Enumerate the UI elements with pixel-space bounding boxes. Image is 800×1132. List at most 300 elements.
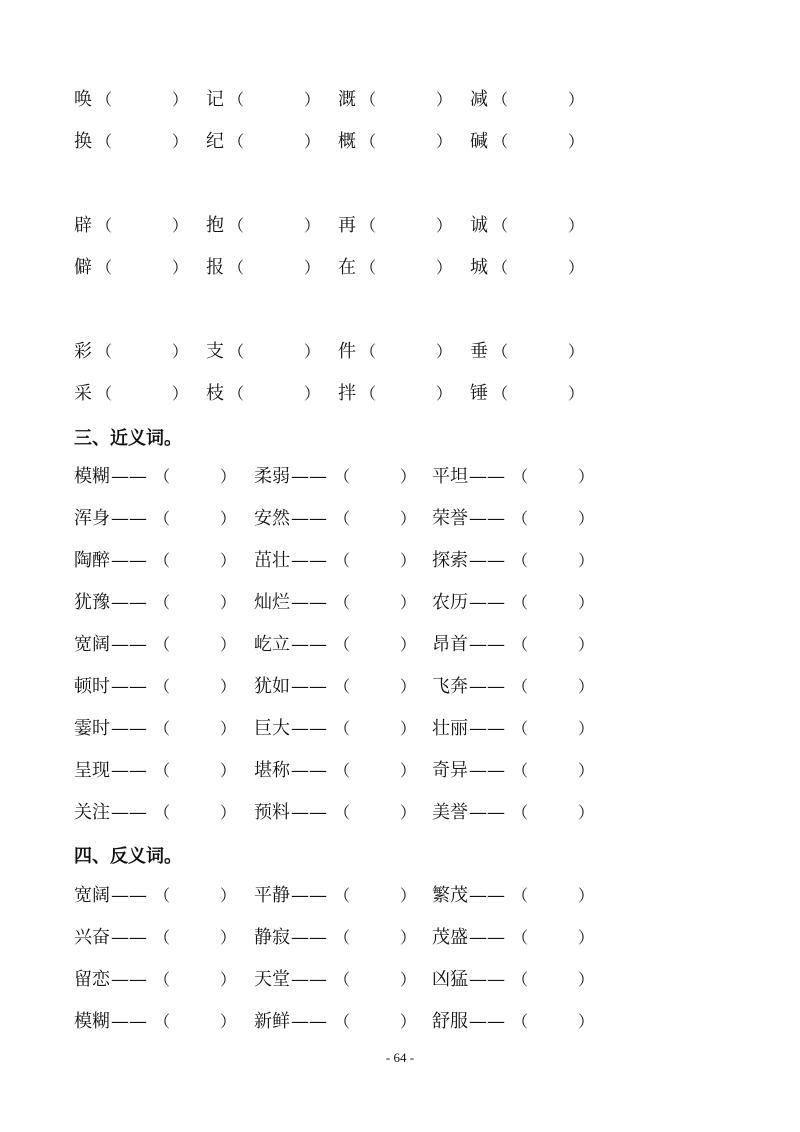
word-label: 巨大 — [254, 718, 290, 739]
word-label: 犹如 — [254, 676, 290, 697]
open-paren: （ — [334, 970, 351, 989]
close-paren: ） — [436, 384, 453, 403]
synonyms-row — [0, 463, 800, 491]
close-paren: ） — [220, 803, 237, 822]
char-label: 减 — [470, 89, 488, 110]
char-row — [0, 254, 800, 282]
dash: —— — [291, 634, 327, 655]
antonyms-item — [254, 924, 424, 952]
dash: —— — [469, 718, 505, 739]
dash: —— — [291, 466, 327, 487]
char-label: 辟 — [74, 215, 92, 236]
word-label: 模糊 — [74, 466, 110, 487]
synonyms-row — [0, 547, 800, 575]
close-paren: ） — [220, 593, 237, 612]
close-paren: ） — [304, 90, 321, 109]
open-paren: （ — [334, 803, 351, 822]
open-paren: （ — [512, 761, 529, 780]
open-paren: （ — [512, 928, 529, 947]
dash: —— — [111, 550, 147, 571]
word-label: 预料 — [254, 802, 290, 823]
word-label: 留恋 — [74, 969, 110, 990]
word-label: 壮丽 — [432, 718, 468, 739]
open-paren: （ — [154, 803, 171, 822]
synonyms-item — [74, 631, 244, 659]
close-paren: ） — [304, 132, 321, 151]
char-row — [0, 338, 800, 366]
close-paren: ） — [400, 593, 417, 612]
synonyms-item — [74, 463, 244, 491]
char-item — [338, 380, 458, 408]
dash: —— — [111, 592, 147, 613]
dash: —— — [469, 885, 505, 906]
close-paren: ） — [578, 551, 595, 570]
word-label: 奇异 — [432, 760, 468, 781]
char-row — [0, 380, 800, 408]
word-label: 灿烂 — [254, 592, 290, 613]
synonyms-row — [0, 799, 800, 827]
close-paren: ） — [568, 90, 585, 109]
word-label: 美誉 — [432, 802, 468, 823]
open-paren: （ — [154, 677, 171, 696]
char-item — [470, 86, 590, 114]
antonyms-item — [432, 924, 602, 952]
char-row — [0, 212, 800, 240]
synonyms-item — [254, 631, 424, 659]
synonyms-row — [0, 757, 800, 785]
char-label: 报 — [206, 257, 224, 278]
word-label: 屹立 — [254, 634, 290, 655]
char-item — [470, 254, 590, 282]
char-item — [338, 212, 458, 240]
word-label: 凶猛 — [432, 969, 468, 990]
synonyms-item — [254, 673, 424, 701]
close-paren: ） — [220, 719, 237, 738]
synonyms-item — [432, 715, 602, 743]
open-paren: （ — [96, 258, 113, 277]
dash: —— — [291, 676, 327, 697]
dash: —— — [469, 760, 505, 781]
close-paren: ） — [400, 635, 417, 654]
char-item — [206, 380, 326, 408]
antonyms-item — [254, 1008, 424, 1036]
close-paren: ） — [400, 886, 417, 905]
dash: —— — [291, 550, 327, 571]
char-label: 换 — [74, 131, 92, 152]
word-label: 飞奔 — [432, 676, 468, 697]
antonyms-item — [74, 966, 244, 994]
close-paren: ） — [578, 886, 595, 905]
open-paren: （ — [512, 551, 529, 570]
antonyms-item — [74, 882, 244, 910]
close-paren: ） — [436, 90, 453, 109]
char-label: 溉 — [338, 89, 356, 110]
close-paren: ） — [578, 1012, 595, 1031]
close-paren: ） — [304, 384, 321, 403]
close-paren: ） — [436, 258, 453, 277]
close-paren: ） — [304, 342, 321, 361]
dash: —— — [291, 927, 327, 948]
close-paren: ） — [568, 132, 585, 151]
close-paren: ） — [578, 593, 595, 612]
synonyms-row — [0, 673, 800, 701]
antonyms-row — [0, 882, 800, 910]
word-label: 茁壮 — [254, 550, 290, 571]
dash: —— — [469, 550, 505, 571]
word-label: 安然 — [254, 508, 290, 529]
open-paren: （ — [334, 928, 351, 947]
synonyms-item — [74, 547, 244, 575]
close-paren: ） — [578, 761, 595, 780]
dash: —— — [291, 508, 327, 529]
synonyms-item — [432, 463, 602, 491]
dash: —— — [469, 592, 505, 613]
char-item — [206, 212, 326, 240]
synonyms-item — [74, 715, 244, 743]
close-paren: ） — [578, 719, 595, 738]
char-item — [338, 338, 458, 366]
word-label: 堪称 — [254, 760, 290, 781]
open-paren: （ — [492, 384, 509, 403]
open-paren: （ — [334, 1012, 351, 1031]
open-paren: （ — [512, 677, 529, 696]
close-paren: ） — [172, 384, 189, 403]
dash: —— — [111, 1011, 147, 1032]
word-label: 犹豫 — [74, 592, 110, 613]
char-item — [74, 338, 194, 366]
open-paren: （ — [512, 509, 529, 528]
antonym-heading: 四、反义词。 — [74, 846, 182, 867]
open-paren: （ — [360, 384, 377, 403]
antonyms-item — [432, 1008, 602, 1036]
close-paren: ） — [220, 467, 237, 486]
dash: —— — [111, 802, 147, 823]
close-paren: ） — [220, 551, 237, 570]
open-paren: （ — [492, 90, 509, 109]
word-label: 探索 — [432, 550, 468, 571]
close-paren: ） — [172, 90, 189, 109]
dash: —— — [469, 634, 505, 655]
word-label: 昂首 — [432, 634, 468, 655]
synonyms-item — [74, 673, 244, 701]
antonyms-item — [254, 882, 424, 910]
char-item — [338, 254, 458, 282]
char-label: 记 — [206, 89, 224, 110]
char-label: 支 — [206, 341, 224, 362]
open-paren: （ — [154, 1012, 171, 1031]
open-paren: （ — [228, 384, 245, 403]
word-label: 柔弱 — [254, 466, 290, 487]
open-paren: （ — [512, 467, 529, 486]
open-paren: （ — [334, 677, 351, 696]
char-label: 概 — [338, 131, 356, 152]
word-label: 兴奋 — [74, 927, 110, 948]
dash: —— — [111, 466, 147, 487]
synonyms-item — [74, 799, 244, 827]
open-paren: （ — [512, 1012, 529, 1031]
dash: —— — [469, 969, 505, 990]
synonyms-item — [432, 505, 602, 533]
close-paren: ） — [578, 970, 595, 989]
synonyms-row — [0, 715, 800, 743]
char-item — [470, 380, 590, 408]
close-paren: ） — [220, 970, 237, 989]
close-paren: ） — [436, 216, 453, 235]
word-label: 繁茂 — [432, 885, 468, 906]
dash: —— — [291, 969, 327, 990]
open-paren: （ — [492, 132, 509, 151]
dash: —— — [111, 634, 147, 655]
synonyms-item — [254, 505, 424, 533]
open-paren: （ — [228, 342, 245, 361]
antonyms-item — [74, 1008, 244, 1036]
char-label: 垂 — [470, 341, 488, 362]
open-paren: （ — [154, 593, 171, 612]
char-label: 再 — [338, 215, 356, 236]
char-label: 僻 — [74, 257, 92, 278]
close-paren: ） — [568, 342, 585, 361]
synonyms-row — [0, 631, 800, 659]
open-paren: （ — [154, 467, 171, 486]
open-paren: （ — [334, 509, 351, 528]
char-item — [338, 86, 458, 114]
close-paren: ） — [220, 677, 237, 696]
char-label: 城 — [470, 257, 488, 278]
synonyms-item — [432, 673, 602, 701]
word-label: 宽阔 — [74, 885, 110, 906]
open-paren: （ — [512, 593, 529, 612]
open-paren: （ — [334, 761, 351, 780]
open-paren: （ — [154, 719, 171, 738]
char-item — [206, 128, 326, 156]
open-paren: （ — [360, 132, 377, 151]
antonyms-item — [432, 882, 602, 910]
dash: —— — [469, 508, 505, 529]
open-paren: （ — [154, 928, 171, 947]
open-paren: （ — [228, 258, 245, 277]
char-row — [0, 128, 800, 156]
close-paren: ） — [400, 970, 417, 989]
char-label: 采 — [74, 383, 92, 404]
dash: —— — [469, 676, 505, 697]
char-label: 唤 — [74, 89, 92, 110]
dash: —— — [291, 802, 327, 823]
dash: —— — [111, 927, 147, 948]
open-paren: （ — [96, 384, 113, 403]
close-paren: ） — [400, 803, 417, 822]
open-paren: （ — [96, 342, 113, 361]
dash: —— — [291, 718, 327, 739]
open-paren: （ — [512, 886, 529, 905]
word-label: 顿时 — [74, 676, 110, 697]
char-label: 枝 — [206, 383, 224, 404]
open-paren: （ — [512, 719, 529, 738]
open-paren: （ — [334, 635, 351, 654]
page-number: - 64 - — [385, 1050, 415, 1065]
synonyms-item — [432, 631, 602, 659]
close-paren: ） — [400, 928, 417, 947]
close-paren: ） — [578, 677, 595, 696]
char-item — [74, 212, 194, 240]
open-paren: （ — [492, 258, 509, 277]
close-paren: ） — [172, 216, 189, 235]
close-paren: ） — [568, 384, 585, 403]
word-label: 平坦 — [432, 466, 468, 487]
synonyms-row — [0, 589, 800, 617]
close-paren: ） — [400, 719, 417, 738]
open-paren: （ — [492, 342, 509, 361]
open-paren: （ — [228, 132, 245, 151]
dash: —— — [111, 969, 147, 990]
dash: —— — [291, 1011, 327, 1032]
close-paren: ） — [568, 216, 585, 235]
open-paren: （ — [360, 216, 377, 235]
close-paren: ） — [400, 1012, 417, 1031]
open-paren: （ — [228, 90, 245, 109]
char-item — [470, 338, 590, 366]
open-paren: （ — [334, 593, 351, 612]
open-paren: （ — [154, 635, 171, 654]
dash: —— — [111, 508, 147, 529]
close-paren: ） — [436, 132, 453, 151]
dash: —— — [111, 760, 147, 781]
word-label: 平静 — [254, 885, 290, 906]
synonyms-item — [254, 463, 424, 491]
char-item — [74, 128, 194, 156]
char-label: 碱 — [470, 131, 488, 152]
open-paren: （ — [96, 90, 113, 109]
close-paren: ） — [578, 803, 595, 822]
synonyms-item — [254, 547, 424, 575]
close-paren: ） — [220, 761, 237, 780]
open-paren: （ — [334, 467, 351, 486]
open-paren: （ — [360, 90, 377, 109]
synonyms-item — [254, 589, 424, 617]
open-paren: （ — [512, 803, 529, 822]
char-label: 拌 — [338, 383, 356, 404]
close-paren: ） — [400, 467, 417, 486]
open-paren: （ — [334, 551, 351, 570]
open-paren: （ — [96, 132, 113, 151]
dash: —— — [291, 760, 327, 781]
char-item — [470, 212, 590, 240]
open-paren: （ — [96, 216, 113, 235]
char-item — [206, 254, 326, 282]
close-paren: ） — [220, 509, 237, 528]
char-label: 彩 — [74, 341, 92, 362]
close-paren: ） — [172, 258, 189, 277]
close-paren: ） — [578, 928, 595, 947]
synonyms-item — [254, 715, 424, 743]
word-label: 茂盛 — [432, 927, 468, 948]
dash: —— — [111, 885, 147, 906]
antonyms-row — [0, 966, 800, 994]
char-item — [338, 128, 458, 156]
dash: —— — [469, 802, 505, 823]
char-item — [206, 338, 326, 366]
char-label: 抱 — [206, 215, 224, 236]
char-label: 诚 — [470, 215, 488, 236]
antonyms-row — [0, 1008, 800, 1036]
dash: —— — [469, 466, 505, 487]
synonyms-item — [432, 757, 602, 785]
dash: —— — [291, 592, 327, 613]
open-paren: （ — [512, 635, 529, 654]
close-paren: ） — [578, 509, 595, 528]
close-paren: ） — [578, 635, 595, 654]
close-paren: ） — [220, 928, 237, 947]
close-paren: ） — [304, 258, 321, 277]
antonyms-row — [0, 924, 800, 952]
char-item — [74, 86, 194, 114]
synonyms-item — [254, 799, 424, 827]
synonyms-item — [74, 505, 244, 533]
char-item — [206, 86, 326, 114]
close-paren: ） — [172, 132, 189, 151]
close-paren: ） — [400, 677, 417, 696]
close-paren: ） — [578, 467, 595, 486]
antonyms-item — [74, 924, 244, 952]
word-label: 关注 — [74, 802, 110, 823]
open-paren: （ — [154, 551, 171, 570]
synonyms-item — [254, 757, 424, 785]
open-paren: （ — [334, 719, 351, 738]
close-paren: ） — [172, 342, 189, 361]
word-label: 静寂 — [254, 927, 290, 948]
synonyms-item — [74, 757, 244, 785]
close-paren: ） — [220, 635, 237, 654]
word-label: 霎时 — [74, 718, 110, 739]
char-row — [0, 86, 800, 114]
open-paren: （ — [360, 258, 377, 277]
char-item — [470, 128, 590, 156]
antonyms-item — [254, 966, 424, 994]
word-label: 呈现 — [74, 760, 110, 781]
word-label: 陶醉 — [74, 550, 110, 571]
synonyms-item — [432, 799, 602, 827]
open-paren: （ — [154, 886, 171, 905]
close-paren: ） — [220, 886, 237, 905]
synonym-heading: 三、近义词。 — [74, 428, 182, 449]
open-paren: （ — [228, 216, 245, 235]
synonyms-item — [432, 589, 602, 617]
char-label: 件 — [338, 341, 356, 362]
close-paren: ） — [436, 342, 453, 361]
dash: —— — [469, 927, 505, 948]
close-paren: ） — [220, 1012, 237, 1031]
dash: —— — [469, 1011, 505, 1032]
dash: —— — [111, 718, 147, 739]
char-label: 锤 — [470, 383, 488, 404]
open-paren: （ — [154, 509, 171, 528]
char-label: 纪 — [206, 131, 224, 152]
close-paren: ） — [400, 551, 417, 570]
char-item — [74, 380, 194, 408]
word-label: 浑身 — [74, 508, 110, 529]
synonyms-item — [432, 547, 602, 575]
close-paren: ） — [304, 216, 321, 235]
open-paren: （ — [154, 761, 171, 780]
word-label: 天堂 — [254, 969, 290, 990]
open-paren: （ — [334, 886, 351, 905]
dash: —— — [291, 885, 327, 906]
synonyms-item — [74, 589, 244, 617]
close-paren: ） — [400, 509, 417, 528]
char-item — [74, 254, 194, 282]
close-paren: ） — [400, 761, 417, 780]
word-label: 舒服 — [432, 1011, 468, 1032]
word-label: 荣誉 — [432, 508, 468, 529]
